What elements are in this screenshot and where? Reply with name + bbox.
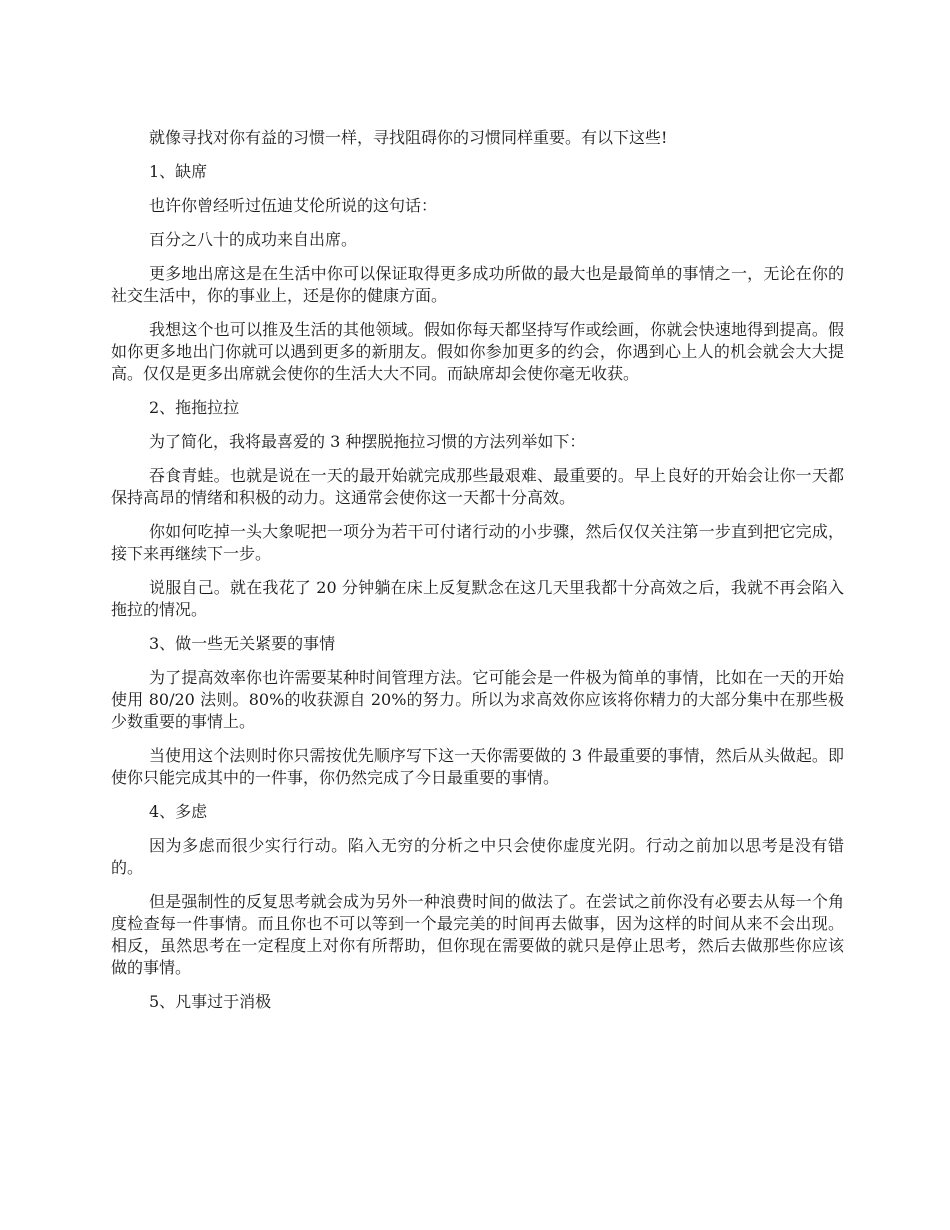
document-page: [111, 127, 844, 1025]
paragraph: 因为多虑而很少实行行动。陷入无穷的分析之中只会使你虚度光阴。行动之前加以思考是没有错的。: [111, 836, 844, 877]
paragraph: 吞食青蛙。也就是说在一天的最开始就完成那些最艰难、最重要的。早上良好的开始会让你一天都保持高昂的情绪和积极的动力。这通常会使你这一天都十分高效。: [111, 466, 844, 507]
paragraph: 我想这个也可以推及生活的其他领域。假如你每天都坚持写作或绘画，你就会快速地得到提高。假如你更多地出门你就可以遇到更多的新朋友。假如你参加更多的约会，你遇到心上人的机会就会大大提高。仅仅是更多出席就会使你的生活大大不同。而缺席却会使你毫无收获。: [111, 320, 844, 383]
paragraph: 但是强制性的反复思考就会成为另外一种浪费时间的做法了。在尝试之前你没有必要去从每一个角度检查每一件事情。而且你也不可以等到一个最完美的时间再去做事，因为这样的时间从来不会出现。相反，虽然思考在一定程度上对你有所帮助，但你现在需要做的就只是停止思考，然后去做那些你应该做的事情。: [111, 892, 844, 977]
quote-paragraph: 百分之八十的成功来自出席。: [149, 230, 358, 249]
section-heading-unimportant-things: 3、做一些无关紧要的事情: [149, 634, 336, 653]
paragraph: 当使用这个法则时你只需按优先顺序写下这一天你需要做的 3 件最重要的事情，然后从头做起。即使你只能完成其中的一件事，你仍然完成了今日最重要的事情。: [111, 746, 844, 787]
section-heading-procrastination: 2、拖拖拉拉: [149, 398, 240, 417]
paragraph: 你如何吃掉一头大象呢把一项分为若干可付诸行动的小步骤，然后仅仅关注第一步直到把它完成，接下来再继续下一步。: [111, 522, 844, 563]
section-heading-negativity: 5、凡事过于消极: [149, 992, 272, 1011]
intro-paragraph: 就像寻找对你有益的习惯一样，寻找阻碍你的习惯同样重要。有以下这些!: [149, 128, 668, 147]
paragraph: 更多地出席这是在生活中你可以保证取得更多成功所做的最大也是最简单的事情之一，无论在你的社交生活中，你的事业上，还是你的健康方面。: [111, 264, 844, 305]
paragraph: 为了提高效率你也许需要某种时间管理方法。它可能会是一件极为简单的事情，比如在一天的开始使用 80/20 法则。80%的收获源自 20%的努力。所以为求高效你应该将你精力的大部分集中在那些极少数重要的事情上。: [111, 668, 844, 731]
paragraph: 为了简化，我将最喜爱的 3 种摆脱拖拉习惯的方法列举如下：: [149, 432, 586, 451]
paragraph: 也许你曾经听过伍迪艾伦所说的这句话：: [149, 196, 438, 215]
section-heading-overthinking: 4、多虑: [149, 802, 208, 821]
section-heading-absence: 1、缺席: [149, 162, 208, 181]
paragraph: 说服自己。就在我花了 20 分钟躺在床上反复默念在这几天里我都十分高效之后，我就不再会陷入拖拉的情况。: [111, 578, 844, 619]
